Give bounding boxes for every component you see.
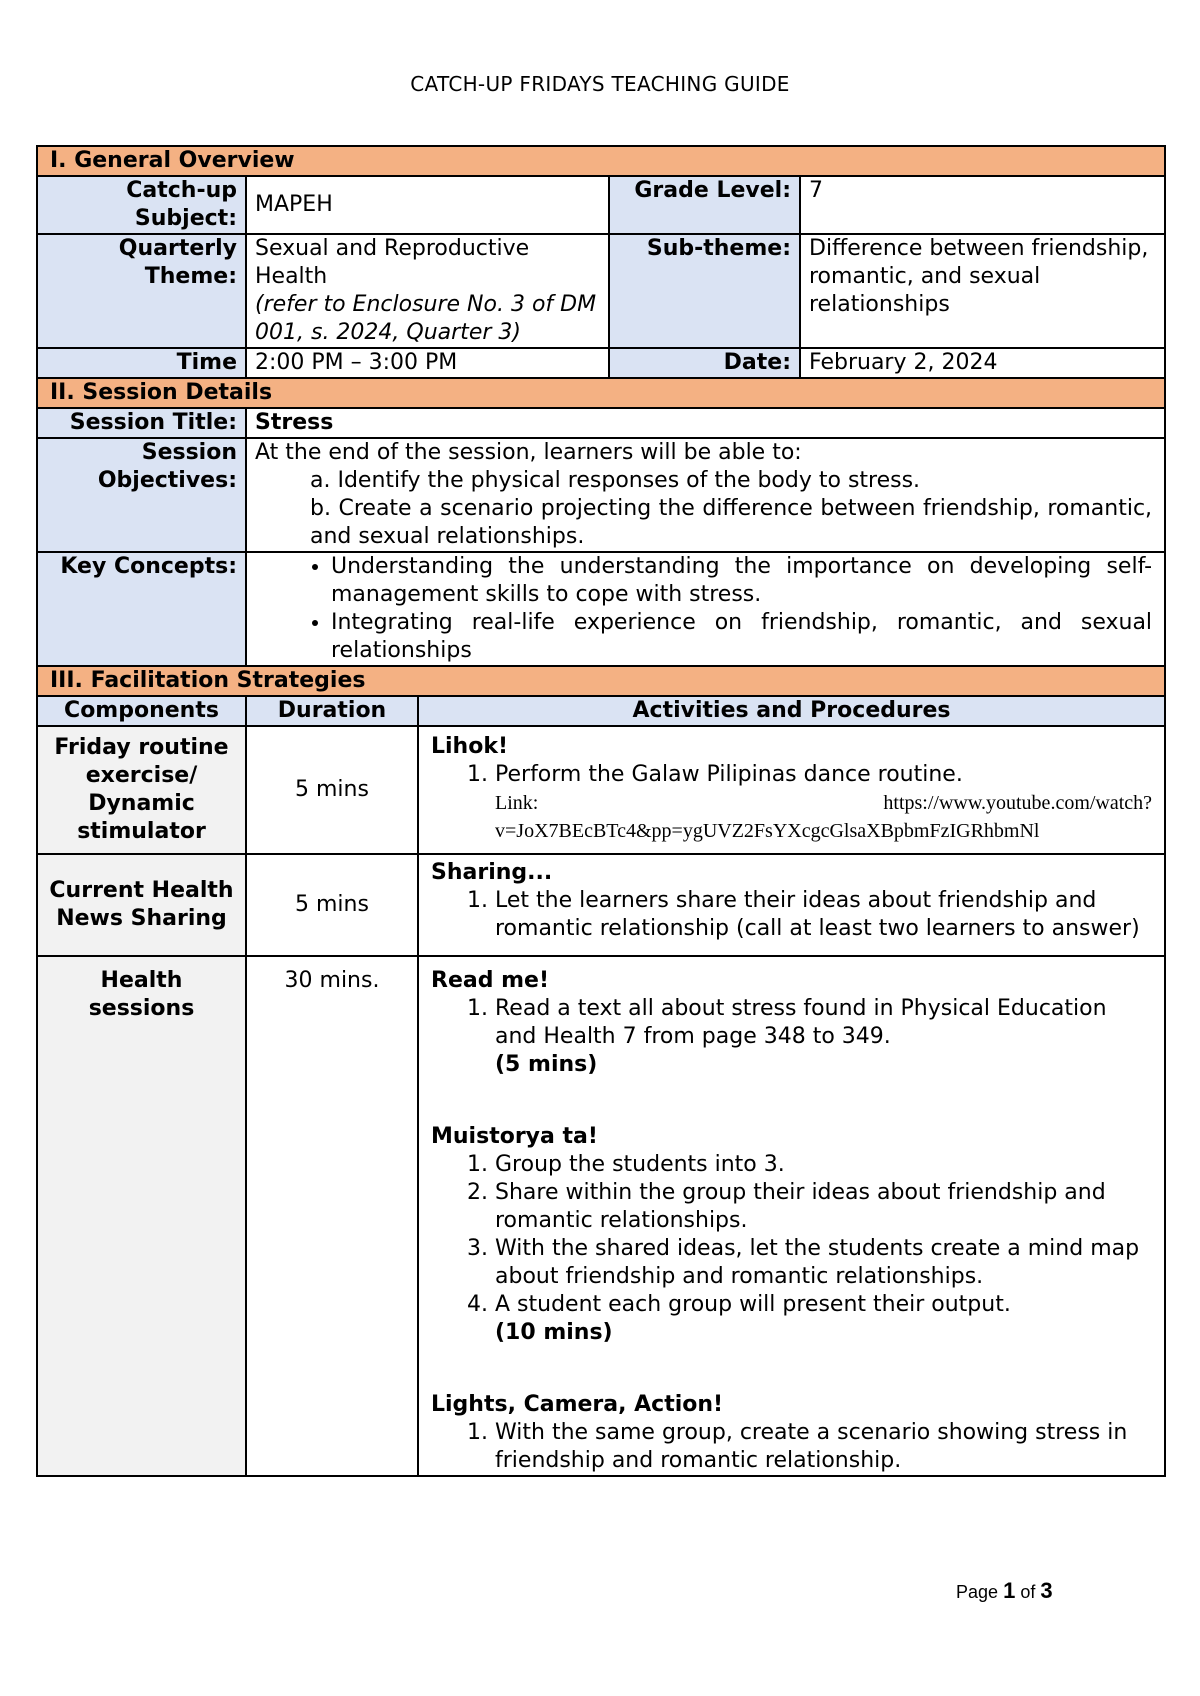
activity-step: 3. With the shared ideas, let the students create a mind map about friendship and romantic relationships. <box>495 1235 1152 1291</box>
concept-item: • Integrating real-life experience on friendship, romantic, and sexual relationships <box>331 609 1152 665</box>
time-row <box>37 348 1165 378</box>
overview-heading: I. General Overview <box>37 146 1165 176</box>
activity-title: Lihok! <box>431 734 508 759</box>
subtheme-label: Sub-theme: <box>609 234 800 348</box>
component-cell: Friday routine exercise/ Dynamic stimulator <box>37 726 246 854</box>
objectives-row <box>37 438 1165 552</box>
theme-row <box>37 234 1165 348</box>
time-label: Time <box>37 348 246 378</box>
time-value: 2:00 PM – 3:00 PM <box>246 348 609 378</box>
objective-item: b. Create a scenario projecting the difference between friendship, romantic, and sexual relationships. <box>310 496 1153 549</box>
duration-cell: 5 mins <box>246 726 418 854</box>
activity-title: Muistorya ta! <box>431 1124 598 1149</box>
facilitation-heading: III. Facilitation Strategies <box>37 666 1165 696</box>
activity-cell <box>418 956 1165 1476</box>
col-components: Components <box>37 696 246 726</box>
objective-item: a. Identify the physical responses of the body to stress. <box>310 468 921 493</box>
date-value: February 2, 2024 <box>800 348 1165 378</box>
component-cell: Health sessions <box>37 956 246 1476</box>
theme-note: (refer to Enclosure No. 3 of DM 001, s. 2024, Quarter 3) <box>255 292 597 345</box>
session-heading: II. Session Details <box>37 378 1165 408</box>
link-label: Link: <box>495 792 539 814</box>
video-link[interactable] <box>431 789 1152 845</box>
section-header-session <box>37 378 1165 408</box>
subject-value: MAPEH <box>246 176 609 234</box>
table-row <box>37 726 1165 854</box>
page-word: Page <box>956 1582 999 1602</box>
session-title-row <box>37 408 1165 438</box>
theme-cell <box>246 234 609 348</box>
theme-value: Sexual and Reproductive Health <box>255 236 530 289</box>
activity-time: (10 mins) <box>495 1320 613 1345</box>
link-url-part2[interactable]: v=JoX7BEcBTc4&pp=ygUVZ2FsYXcgcGlsaXBpbmFzIGRhbmNl <box>495 820 1040 842</box>
duration-cell: 30 mins. <box>246 956 418 1476</box>
subject-row <box>37 176 1165 234</box>
concepts-cell <box>246 552 1165 666</box>
activity-step: 1. Read a text all about stress found in Physical Education and Health 7 from page 348 to 349. <box>495 995 1152 1051</box>
table-row <box>37 854 1165 956</box>
activity-cell <box>418 726 1165 854</box>
activity-title: Read me! <box>431 968 549 993</box>
activity-step: 4. A student each group will present their output. <box>495 1291 1152 1319</box>
objectives-cell <box>246 438 1165 552</box>
col-activities: Activities and Procedures <box>418 696 1165 726</box>
table-row <box>37 956 1165 1476</box>
duration-cell: 5 mins <box>246 854 418 956</box>
col-duration: Duration <box>246 696 418 726</box>
document-title: CATCH-UP FRIDAYS TEACHING GUIDE <box>410 72 790 96</box>
objectives-intro: At the end of the session, learners will be able to: <box>255 440 802 465</box>
activity-step: 1. Perform the Galaw Pilipinas dance routine. <box>495 761 1152 789</box>
subject-label: Catch-up Subject: <box>37 176 246 234</box>
activity-step: 1. Let the learners share their ideas about friendship and romantic relationship (call at least two learners to answer) <box>495 887 1152 943</box>
concept-item: • Understanding the understanding the importance on developing self-management skills to cope with stress. <box>331 553 1152 609</box>
session-title-value: Stress <box>246 408 1165 438</box>
theme-label: Quarterly Theme: <box>37 234 246 348</box>
activity-step: 1. With the same group, create a scenario showing stress in friendship and romantic relationship. <box>495 1419 1152 1475</box>
session-title-label: Session Title: <box>37 408 246 438</box>
concepts-row <box>37 552 1165 666</box>
facilitation-column-headers <box>37 696 1165 726</box>
grade-value: 7 <box>800 176 1165 234</box>
teaching-guide-table <box>36 145 1166 1477</box>
section-header-overview <box>37 146 1165 176</box>
grade-label: Grade Level: <box>609 176 800 234</box>
activity-title: Sharing... <box>431 860 553 885</box>
link-url-part1[interactable]: https://www.youtube.com/watch? <box>883 792 1153 814</box>
activity-step: 2. Share within the group their ideas about friendship and romantic relationships. <box>495 1179 1152 1235</box>
activity-title: Lights, Camera, Action! <box>431 1392 724 1417</box>
date-label: Date: <box>609 348 800 378</box>
subtheme-value: Difference between friendship, romantic, and sexual relationships <box>800 234 1165 348</box>
page-number: 1 <box>1003 1578 1016 1603</box>
activity-step: 1. Group the students into 3. <box>495 1151 1152 1179</box>
objectives-label: Session Objectives: <box>37 438 246 552</box>
page-footer <box>956 1578 1053 1604</box>
page-total: 3 <box>1040 1578 1053 1603</box>
section-header-facilitation <box>37 666 1165 696</box>
of-word: of <box>1020 1582 1036 1602</box>
component-cell: Current Health News Sharing <box>37 854 246 956</box>
activity-time: (5 mins) <box>495 1052 598 1077</box>
concepts-label: Key Concepts: <box>37 552 246 666</box>
activity-cell <box>418 854 1165 956</box>
